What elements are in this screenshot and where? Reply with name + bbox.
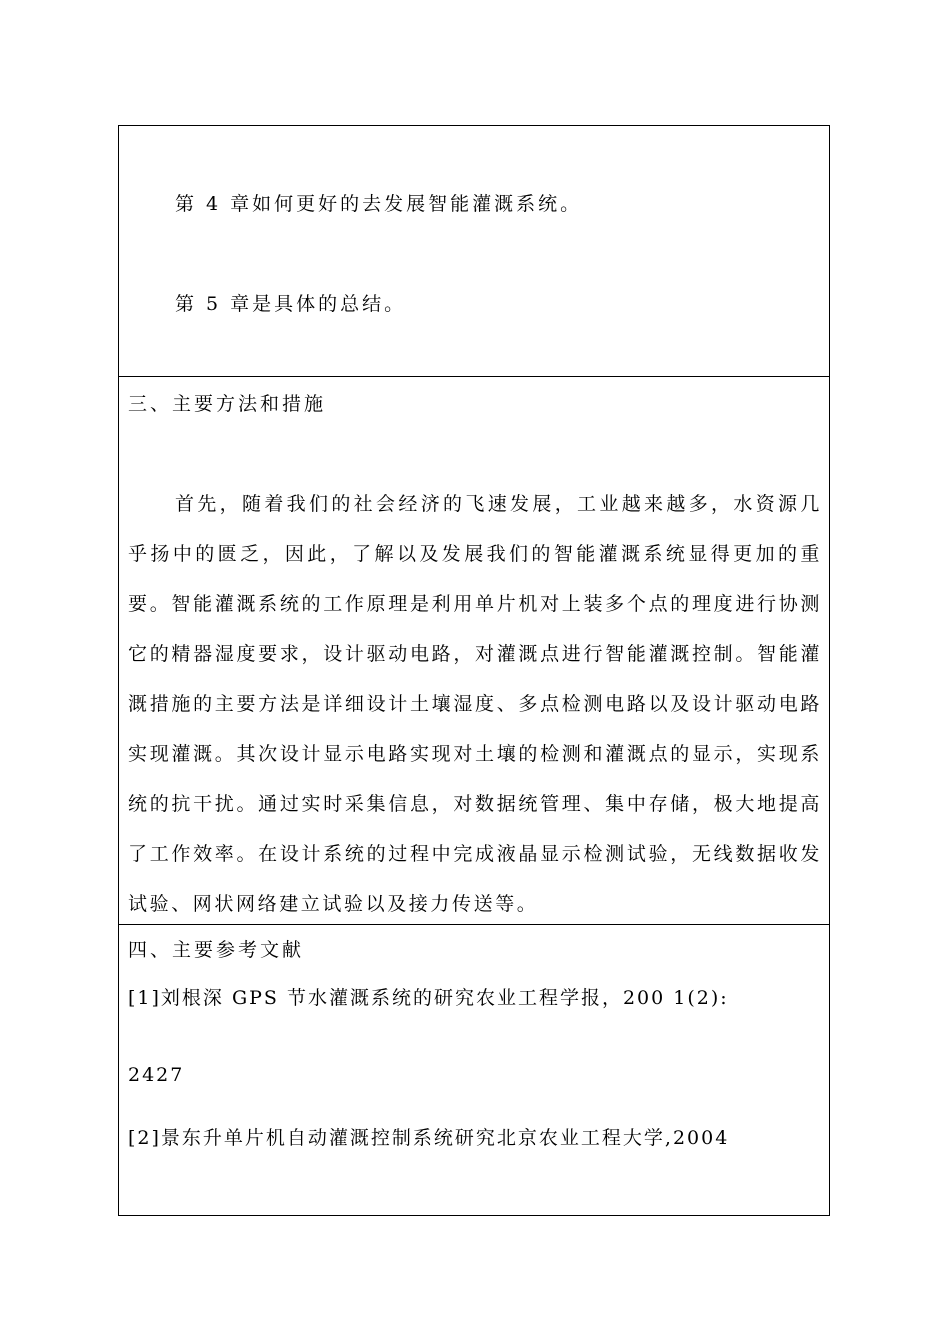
chapters-cell	[119, 126, 829, 377]
reference-2: [2]景东升单片机自动灌溉控制系统研究北京农业工程大学,2004	[128, 1127, 730, 1149]
methods-cell	[119, 376, 829, 925]
chapter-5-line: 第 5 章是具体的总结。	[175, 293, 407, 315]
references-cell	[119, 924, 829, 1215]
methods-paragraph: 首先，随着我们的社会经济的飞速发展，工业越来越多，水资源几乎扬中的匮乏，因此，了解以及发展我们的智能灌溉系统显得更加的重要。智能灌溉系统的工作原理是利用单片机对上装多个点的理度进行协测它的精器湿度要求，设计驱动电路，对灌溉点进行智能灌溉控制。智能灌溉措施的主要方法是详细设计土壤湿度、多点检测电路以及设计驱动电路实现灌溉。其次设计显示电路实现对土壤的检测和灌溉点的显示，实现系统的抗干扰。通过实时采集信息，对数据统管理、集中存储，极大地提高了工作效率。在设计系统的过程中完成液晶显示检测试验，无线数据收发试验、网状网络建立试验以及接力传送等。	[128, 493, 822, 915]
methods-heading: 三、主要方法和措施	[128, 393, 327, 415]
chapter-4-line: 第 4 章如何更好的去发展智能灌溉系统。	[175, 193, 583, 215]
reference-1-line-2: 2427	[128, 1064, 185, 1086]
reference-1-line-1: [1]刘根深 GPS 节水灌溉系统的研究农业工程学报，200 1(2):	[128, 987, 729, 1009]
form-table	[118, 125, 830, 1216]
references-heading: 四、主要参考文献	[128, 939, 305, 961]
